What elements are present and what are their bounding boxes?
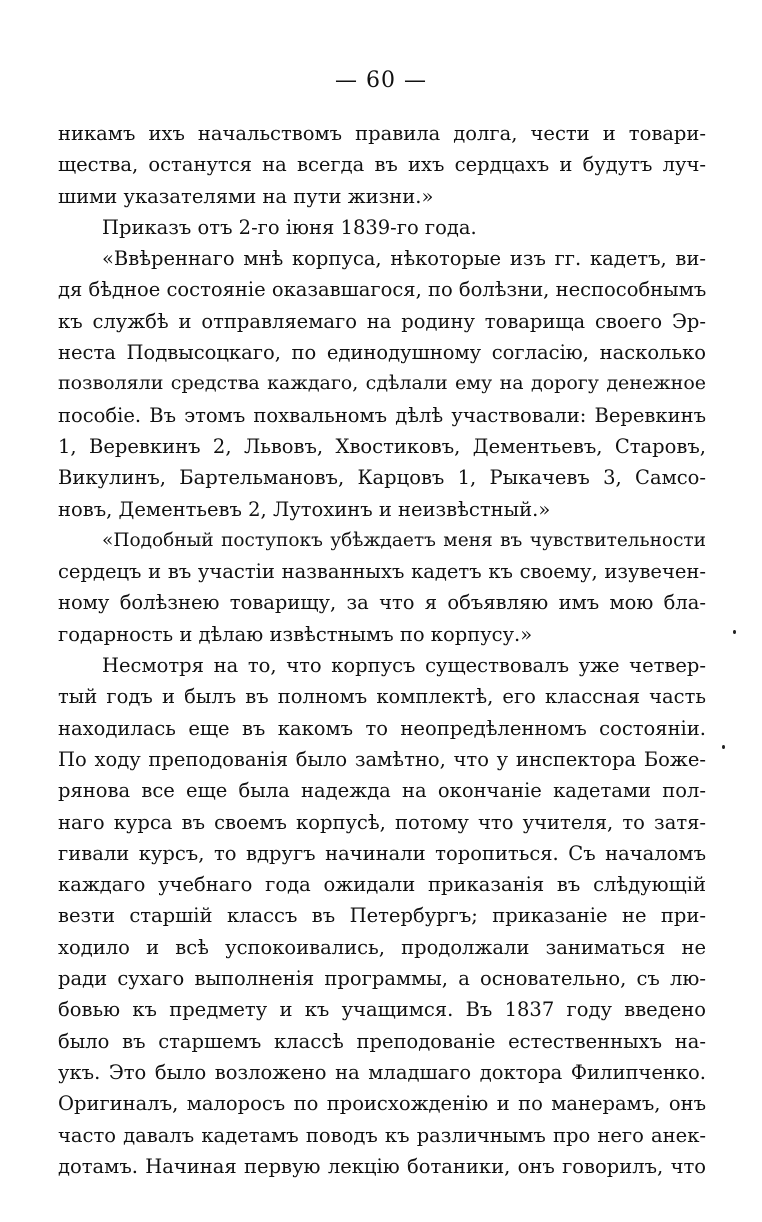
text-line: Викулинъ, Бартельмановъ, Карцовъ 1, Рыкачевъ 3, Самсо- xyxy=(58,466,706,490)
text-line: часто давалъ кадетамъ поводъ къ различнымъ про него анек- xyxy=(58,1123,706,1147)
text-line: наго курса въ своемъ корпусѣ, потому что учителя, то затя- xyxy=(58,810,706,834)
text-line: везти старшій классъ въ Петербургъ; приказаніе не при- xyxy=(58,904,706,928)
text-line: каждаго учебнаго года ожидали приказанія въ слѣдующій xyxy=(58,873,706,897)
text-line: бовью къ предмету и къ учащимся. Въ 1837 году введено xyxy=(58,998,706,1022)
text-line: укъ. Это было возложено на младшаго доктора Филипченко. xyxy=(58,1060,706,1084)
text-line: дя бѣдное состояніе оказавшагося, по болѣзни, неспособнымъ xyxy=(58,278,707,302)
print-speck xyxy=(733,630,736,634)
text-line: ходило и всѣ успокоивались, продолжали заниматься не xyxy=(58,935,706,959)
print-speck xyxy=(722,745,725,749)
text-line: новъ, Дементьевъ 2, Лутохинъ и неизвѣстный.» xyxy=(58,497,551,521)
text-line: къ службѣ и отправляемаго на родину товарища своего Эр- xyxy=(58,309,706,333)
page-body-text xyxy=(58,118,706,1182)
text-line: Несмотря на то, что корпусъ существовалъ уже четвер- xyxy=(102,654,706,678)
text-line: «Подобный поступокъ убѣждаетъ меня въ чувствительности xyxy=(102,529,706,551)
text-line: никамъ ихъ начальствомъ правила долга, чести и товари- xyxy=(58,122,706,145)
text-line: ному болѣзнею товарищу, за что я объявляю имъ мою бла- xyxy=(58,591,706,615)
text-line: По ходу преподованія было замѣтно, что у инспектора Боже- xyxy=(58,747,706,771)
text-line: рянова все еще была надежда на окончаніе кадетами пол- xyxy=(58,779,706,803)
text-line: Приказъ отъ 2-го іюня 1839-го года. xyxy=(102,215,477,239)
text-line: гивали курсъ, то вдругъ начинали торопиться. Съ началомъ xyxy=(58,841,706,865)
text-line: тый годъ и былъ въ полномъ комплектѣ, его классная часть xyxy=(58,685,706,709)
text-line: Оригиналъ, малоросъ по происхожденію и по манерамъ, онъ xyxy=(58,1092,706,1116)
text-line: 1, Веревкинъ 2, Львовъ, Хвостиковъ, Дементьевъ, Старовъ, xyxy=(58,434,706,458)
text-line: ради сухаго выполненія программы, а основательно, съ лю- xyxy=(58,967,706,991)
text-line: шими указателями на пути жизни.» xyxy=(58,184,434,208)
text-line: щества, останутся на всегда въ ихъ сердцахъ и будутъ луч- xyxy=(58,153,706,177)
text-line: было въ старшемъ классѣ преподованіе естественныхъ на- xyxy=(58,1029,706,1053)
text-line: неста Подвысоцкаго, по единодушному согласію, насколько xyxy=(58,341,706,365)
text-line: дотамъ. Начиная первую лекцію ботаники, онъ говорилъ, что xyxy=(58,1154,706,1178)
text-line: находилась еще въ какомъ то неопредѣленномъ состояніи. xyxy=(58,716,706,740)
text-line: пособіе. Въ этомъ похвальномъ дѣлѣ участвовали: Веревкинъ xyxy=(58,403,706,427)
page-number: — 60 — xyxy=(335,68,427,93)
text-line: «Ввѣреннаго мнѣ корпуса, нѣкоторые изъ гг. кадетъ, ви- xyxy=(102,247,706,271)
text-line: годарность и дѣлаю извѣстнымъ по корпусу.» xyxy=(58,622,533,646)
text-line: сердецъ и въ участіи названныхъ кадетъ къ своему, изувечен- xyxy=(58,560,706,584)
text-line: позволяли средства каждаго, сдѣлали ему на дорогу денежное xyxy=(58,372,706,395)
